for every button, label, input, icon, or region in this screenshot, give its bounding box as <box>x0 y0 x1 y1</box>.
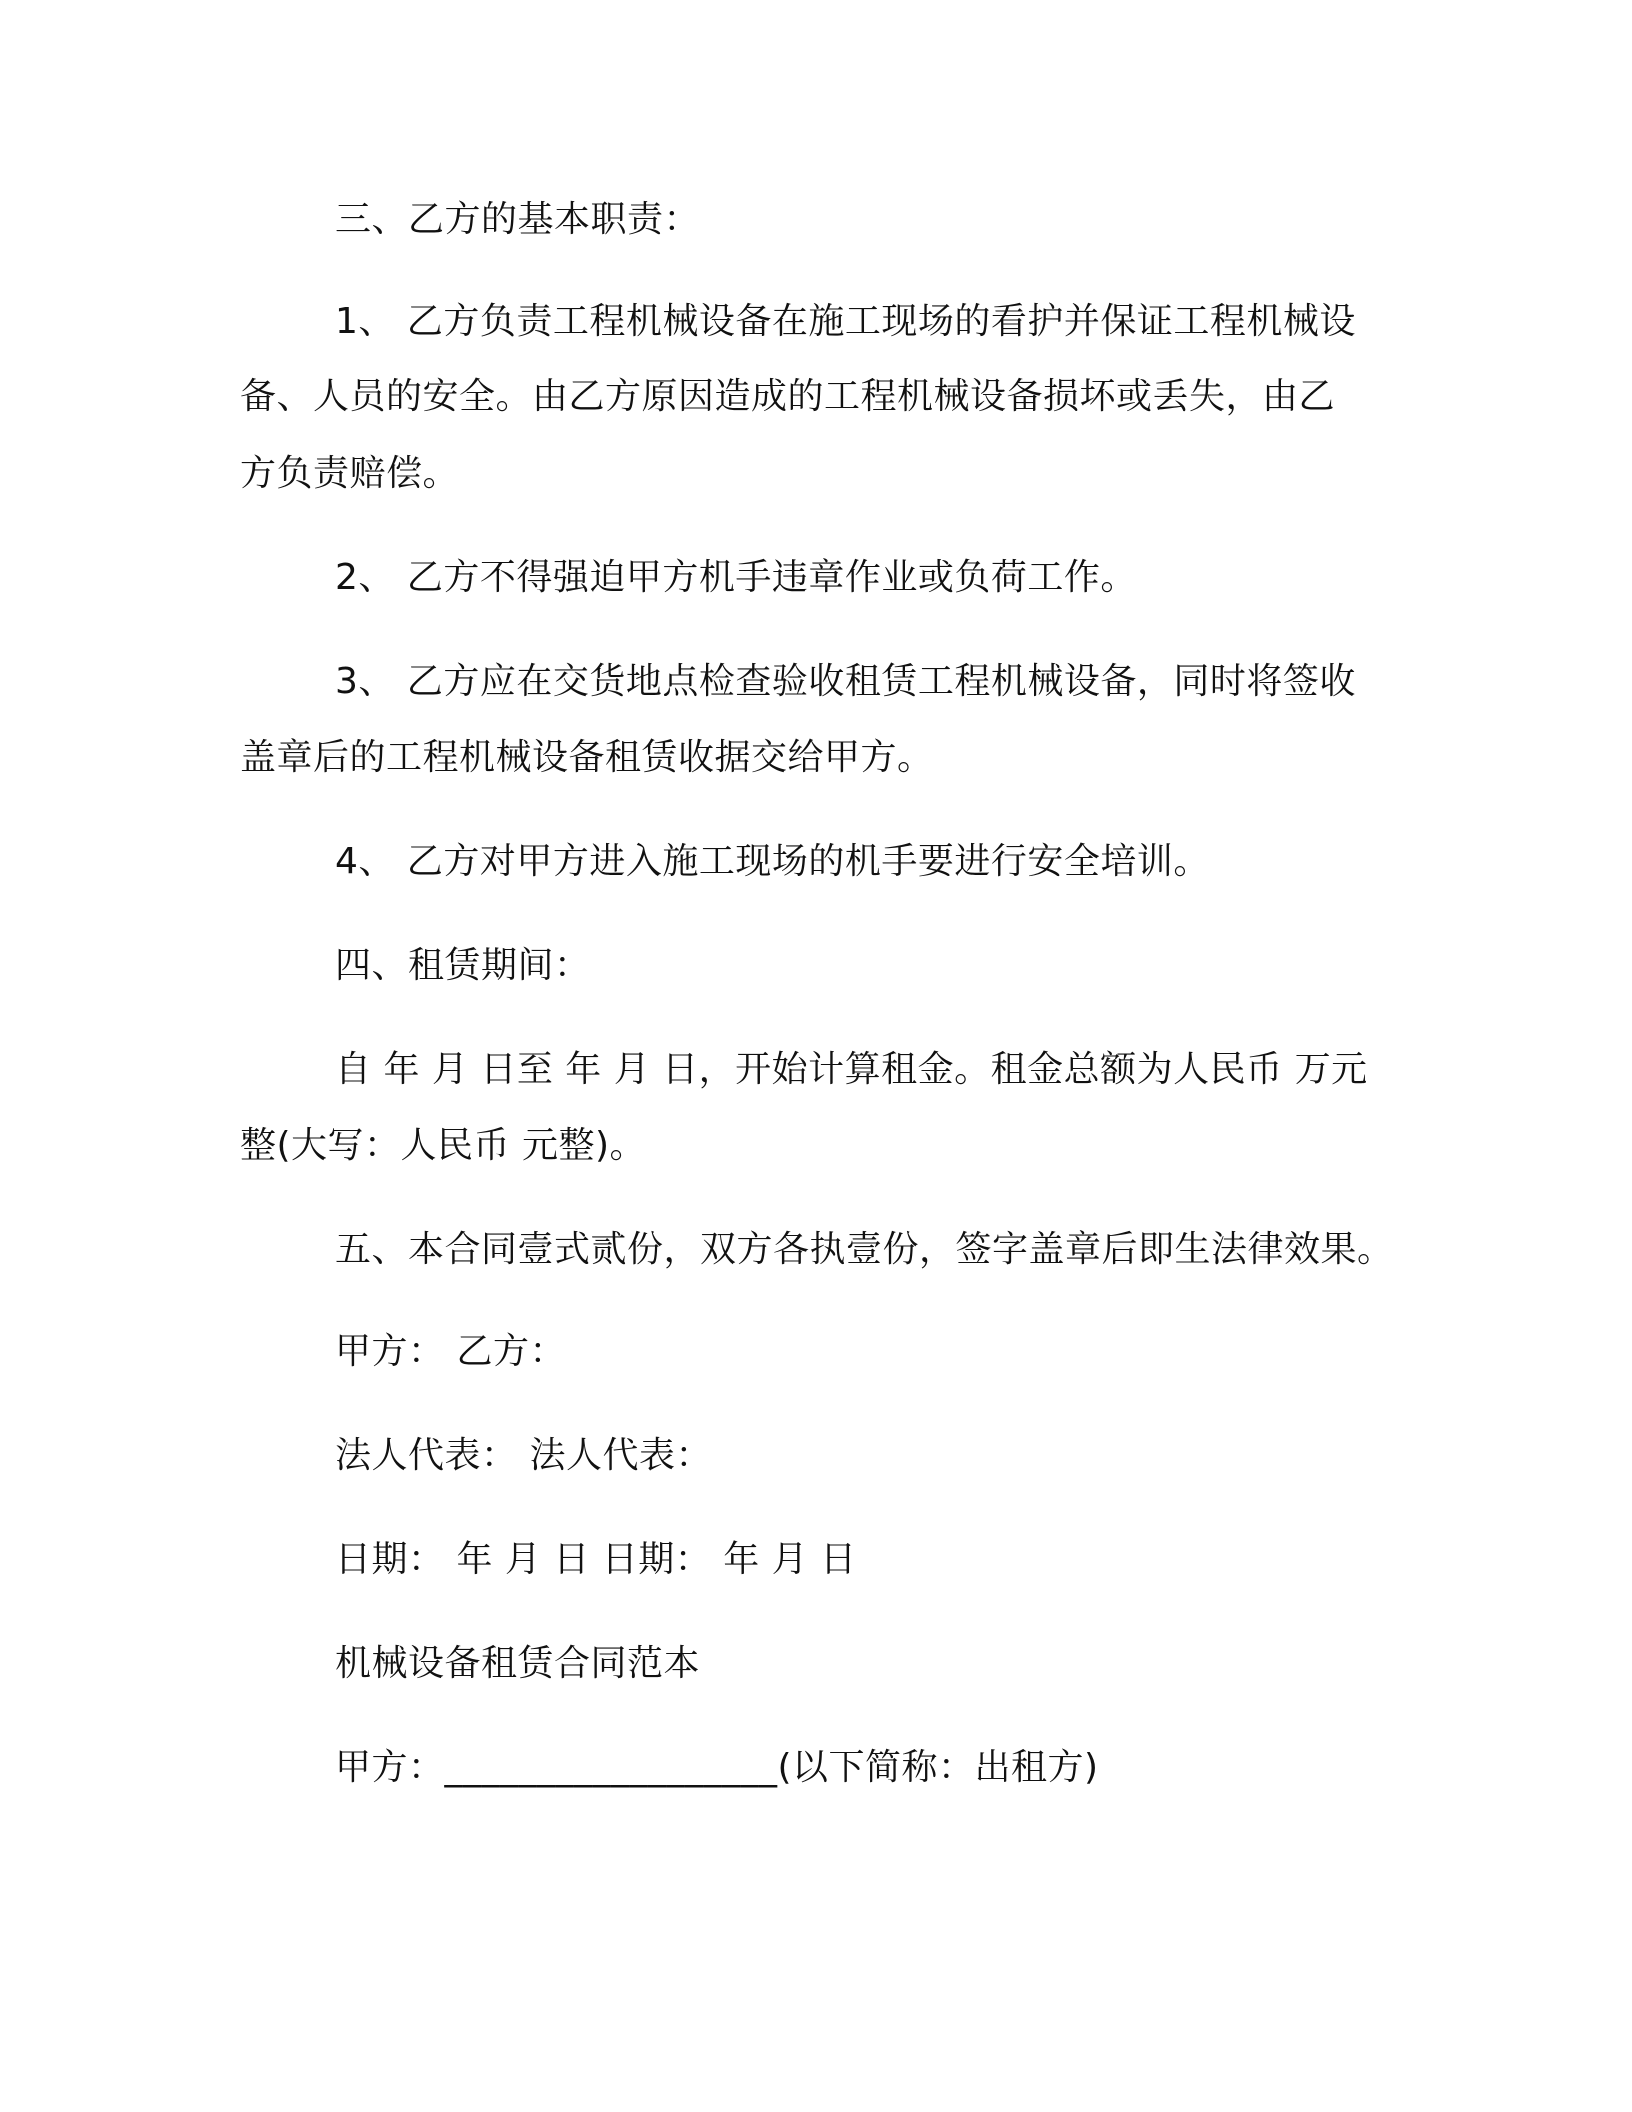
clause-3-4: 4、 乙方对甲方进入施工现场的机手要进行安全培训。 <box>335 841 1210 882</box>
section-3-heading: 三、乙方的基本职责： <box>335 199 701 240</box>
legal-representatives: 法人代表： 法人代表： <box>335 1435 712 1476</box>
party-signatures: 甲方： 乙方： <box>335 1331 566 1372</box>
signature-dates: 日期： 年 月 日 日期： 年 月 日 <box>335 1539 857 1580</box>
clause-3-2: 2、 乙方不得强迫甲方机手违章作业或负荷工作。 <box>335 557 1137 598</box>
section-4-heading: 四、租赁期间： <box>335 945 591 986</box>
lease-period-line-2: 整(大写：人民币 元整)。 <box>240 1125 647 1166</box>
section-5: 五、本合同壹式贰份，双方各执壹份，签字盖章后即生法律效果。 <box>335 1229 1394 1270</box>
clause-3-1-line-1: 1、 乙方负责工程机械设备在施工现场的看护并保证工程机械设 <box>335 301 1356 342</box>
clause-3-1-line-3: 方负责赔偿。 <box>240 453 460 494</box>
template-title: 机械设备租赁合同范本 <box>335 1643 701 1684</box>
party-a-lessor: 甲方：__________________(以下简称：出租方) <box>335 1747 1099 1788</box>
lease-period-line-1: 自 年 月 日至 年 月 日，开始计算租金。租金总额为人民币 万元 <box>335 1049 1368 1090</box>
clause-3-3-line-2: 盖章后的工程机械设备租赁收据交给甲方。 <box>240 737 934 778</box>
clause-3-1-line-2: 备、人员的安全。由乙方原因造成的工程机械设备损坏或丢失，由乙 <box>240 376 1336 417</box>
clause-3-3-line-1: 3、 乙方应在交货地点检查验收租赁工程机械设备，同时将签收 <box>335 661 1356 702</box>
